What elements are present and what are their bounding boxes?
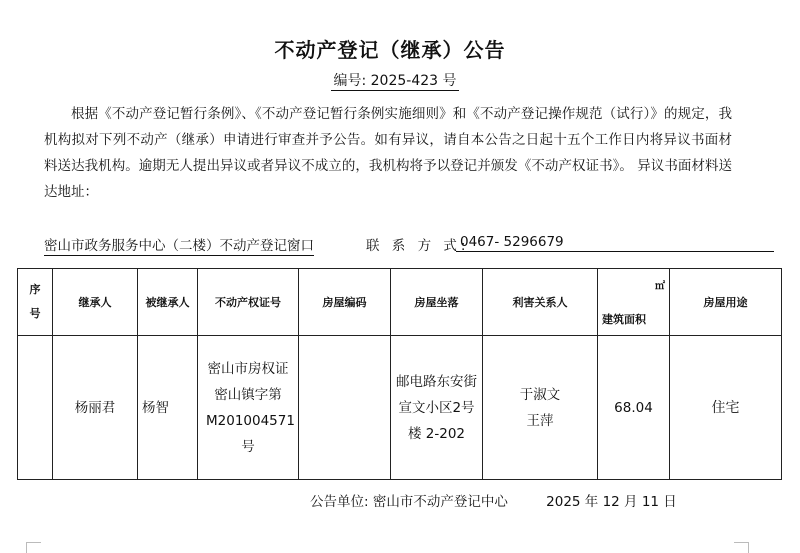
cell-area: 68.04 bbox=[598, 336, 670, 480]
area-label: 建筑面积 bbox=[602, 313, 646, 326]
table-row bbox=[18, 336, 782, 480]
header-location: 房屋坐落 bbox=[391, 269, 483, 336]
cell-cert-no: 密山市房权证密山镇字第M201004571号 bbox=[198, 336, 299, 480]
cell-usage: 住宅 bbox=[670, 336, 782, 480]
header-usage: 房屋用途 bbox=[670, 269, 782, 336]
header-cert-no: 不动产权证号 bbox=[198, 269, 299, 336]
notice-title: 不动产登记（继承）公告 bbox=[274, 38, 506, 62]
header-decedent: 被继承人 bbox=[138, 269, 198, 336]
cell-interested bbox=[483, 336, 598, 480]
page-corner-mark-left bbox=[26, 542, 41, 553]
cell-house-code bbox=[299, 336, 391, 480]
contact-label: 联 系 方 式: bbox=[366, 238, 470, 254]
footer-unit: 公告单位: 密山市不动产登记中心 bbox=[310, 494, 508, 510]
header-area bbox=[598, 269, 670, 336]
table-header-row bbox=[18, 269, 782, 336]
interested-party-1: 于淑文 bbox=[519, 386, 561, 403]
header-interested: 利害关系人 bbox=[483, 269, 598, 336]
page-corner-mark-right bbox=[734, 542, 749, 553]
header-heir: 继承人 bbox=[53, 269, 138, 336]
cell-heir: 杨丽君 bbox=[53, 336, 138, 480]
notice-body: 根据《不动产登记暂行条例》、《不动产登记暂行条例实施细则》和《不动产登记操作规范（试行）》的规定，我机构拟对下列不动产（继承）申请进行审查并予公告。如有异议，请自本公告之日起十五个工作日内将异议书面材料送达我机构。逾期无人提出异议或者异议不成立的，我机构将予以登记并颁发《不动产权证书》。 异议书面材料送达地址： bbox=[44, 106, 732, 200]
notice-footer bbox=[310, 490, 677, 510]
contact-phone: 0467- 5296679 bbox=[456, 234, 774, 252]
interested-party-2: 王萍 bbox=[526, 412, 554, 429]
notice-number: 编号: 2025-423 号 bbox=[333, 73, 457, 89]
footer-date: 2025 年 12 月 11 日 bbox=[546, 494, 677, 510]
cell-seq bbox=[18, 336, 53, 480]
notice-number-line bbox=[0, 70, 790, 90]
header-house-code: 房屋编码 bbox=[299, 269, 391, 336]
header-seq: 序号 bbox=[18, 269, 53, 336]
address-line bbox=[44, 234, 730, 254]
cell-location: 邮电路东安街宣文小区2号楼 2-202 bbox=[391, 336, 483, 480]
delivery-address: 密山市政务服务中心（二楼）不动产登记窗口 bbox=[44, 234, 314, 256]
area-unit: ㎡ bbox=[655, 281, 665, 292]
cell-decedent: 杨智 bbox=[138, 336, 198, 480]
registration-table bbox=[17, 268, 782, 480]
